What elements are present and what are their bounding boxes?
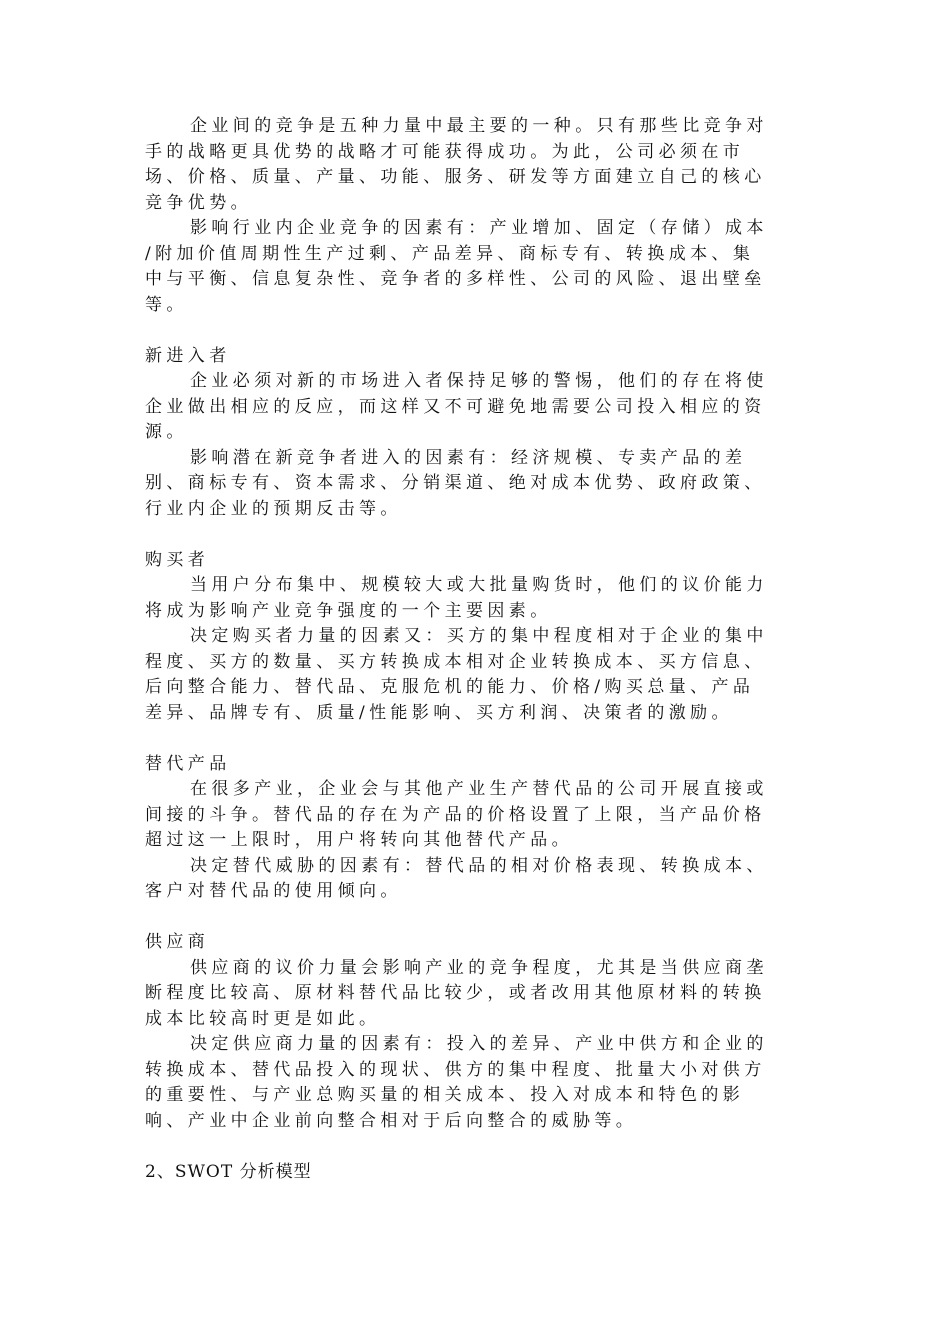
text-line: 供应商的议价力量会影响产业的竞争程度，尤其是当供应商垄 bbox=[190, 957, 768, 978]
text-line: 手的战略更具优势的战略才可能获得成功。为此，公司必须在市 bbox=[145, 141, 745, 162]
section-heading-new-entrants: 新进入者 bbox=[145, 345, 231, 366]
paragraph-substitutes-2 bbox=[145, 854, 810, 905]
text-line: 的重要性、与产业总购买量的相关成本、投入对成本和特色的影 bbox=[145, 1085, 745, 1105]
text-line: 中与平衡、信息复杂性、竞争者的多样性、公司的风险、退出壁垒 bbox=[145, 269, 766, 289]
paragraph-buyers-1 bbox=[145, 573, 810, 624]
paragraph-competition-1 bbox=[145, 114, 810, 216]
section-heading-substitutes: 替代产品 bbox=[145, 753, 231, 774]
text-line: 决定供应商力量的因素有：投入的差异、产业中供方和企业的 bbox=[190, 1034, 768, 1054]
text-line: 企业做出相应的反应，而这样又不可避免地需要公司投入相应的资 bbox=[145, 396, 766, 417]
spacer bbox=[145, 726, 810, 752]
text-line: 断程度比较高、原材料替代品比较少，或者改用其他原材料的转换 bbox=[145, 983, 766, 1003]
text-line: 差异、品牌专有、质量/性能影响、买方利润、决策者的激励。 bbox=[145, 702, 733, 723]
paragraph-buyers-2 bbox=[145, 624, 810, 726]
text-line: 成本比较高时更是如此。 bbox=[145, 1008, 381, 1029]
text-line: 响、产业中企业前向整合相对于后向整合的威胁等。 bbox=[145, 1110, 638, 1131]
paragraph-suppliers-1 bbox=[145, 956, 810, 1033]
text-line: 在很多产业，企业会与其他产业生产替代品的公司开展直接或 bbox=[190, 779, 768, 799]
section-heading-suppliers: 供应商 bbox=[145, 932, 210, 952]
spacer bbox=[145, 522, 810, 548]
paragraph-competition-2 bbox=[145, 216, 810, 318]
text-line: 企业必须对新的市场进入者保持足够的警惕，他们的存在将使 bbox=[190, 371, 768, 391]
spacer bbox=[145, 905, 810, 931]
text-line: /附加价值周期性生产过剩、产品差异、商标专有、转换成本、集 bbox=[145, 243, 755, 264]
text-line: 后向整合能力、替代品、克服危机的能力、价格/购买总量、产品 bbox=[145, 677, 755, 697]
text-line: 转换成本、替代品投入的现状、供方的集中程度、批量大小对供方 bbox=[145, 1059, 766, 1080]
text-line: 决定购买者力量的因素又：买方的集中程度相对于企业的集中 bbox=[190, 626, 768, 646]
text-line: 场、价格、质量、产量、功能、服务、研发等方面建立自己的核心 bbox=[145, 167, 766, 187]
text-line: 程度、买方的数量、买方转换成本相对企业转换成本、买方信息、 bbox=[145, 651, 766, 672]
text-line: 将成为影响产业竞争强度的一个主要因素。 bbox=[145, 600, 552, 621]
text-line: 源。 bbox=[145, 422, 188, 442]
document-page bbox=[145, 114, 810, 1185]
spacer bbox=[145, 1134, 810, 1160]
text-line: 竞争优势。 bbox=[145, 192, 252, 213]
section-heading-buyers: 购买者 bbox=[145, 549, 210, 570]
paragraph-suppliers-2 bbox=[145, 1032, 810, 1134]
text-line: 影响行业内企业竞争的因素有：产业增加、固定（存储）成本 bbox=[190, 218, 768, 238]
paragraph-new-entrants-2 bbox=[145, 446, 810, 523]
paragraph-substitutes-1 bbox=[145, 777, 810, 854]
text-line: 行业内企业的预期反击等。 bbox=[145, 498, 402, 519]
text-line: 当用户分布集中、规模较大或大批量购货时，他们的议价能力 bbox=[190, 575, 768, 595]
text-line: 别、商标专有、资本需求、分销渠道、绝对成本优势、政府政策、 bbox=[145, 473, 766, 493]
text-line: 决定替代威胁的因素有：替代品的相对价格表现、转换成本、 bbox=[190, 855, 768, 876]
text-line: 间接的斗争。替代品的存在为产品的价格设置了上限，当产品价格 bbox=[145, 804, 766, 825]
paragraph-new-entrants-1 bbox=[145, 369, 810, 446]
text-line: 等。 bbox=[145, 294, 188, 315]
spacer bbox=[145, 318, 810, 344]
text-line: 影响潜在新竞争者进入的因素有：经济规模、专卖产品的差 bbox=[190, 447, 747, 468]
text-line: 超过这一上限时，用户将转向其他替代产品。 bbox=[145, 830, 573, 850]
text-line: 企业间的竞争是五种力量中最主要的一种。只有那些比竞争对 bbox=[190, 116, 768, 136]
section-heading-swot: 2、SWOT 分析模型 bbox=[145, 1161, 312, 1182]
text-line: 客户对替代品的使用倾向。 bbox=[145, 881, 402, 901]
